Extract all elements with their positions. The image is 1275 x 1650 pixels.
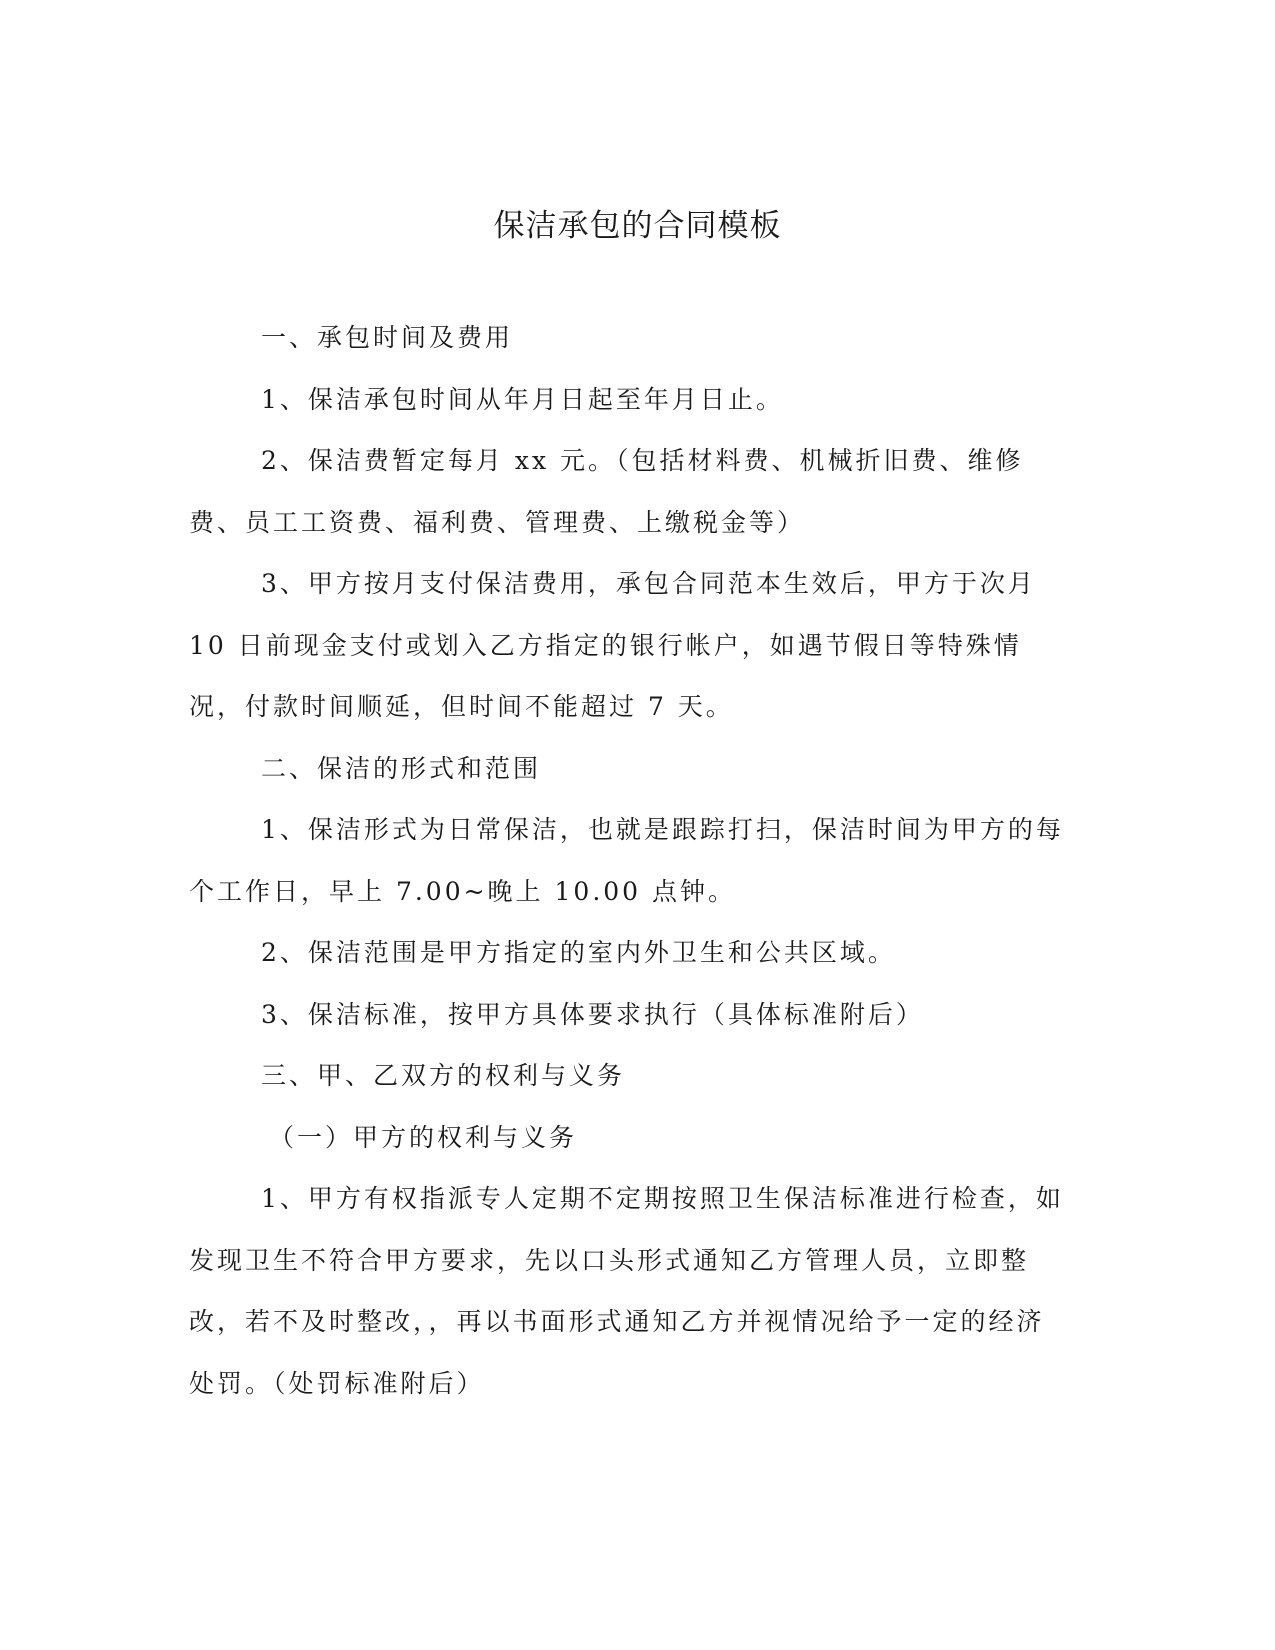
paragraph: 2、保洁范围是甲方指定的室内外卫生和公共区域。 <box>261 938 896 967</box>
paragraph: 1、保洁承包时间从年月日起至年月日止。 <box>261 384 784 414</box>
paragraph: 1、保洁形式为日常保洁，也就是跟踪打扫，保洁时间为甲方的每个工作日，早上 7.00~晚上 10.00 点钟。 <box>189 815 1064 906</box>
paragraph: 1、甲方有权指派专人定期不定期按照卫生保洁标准进行检查，如发现卫生不符合甲方要求，先以口头形式通知乙方管理人员，立即整改，若不及时整改，，再以书面形式通知乙方并视情况给予一定的经济处罚。（处罚标准附后） <box>189 1184 1064 1398</box>
subsection-heading: （一）甲方的权利与义务 <box>269 1122 578 1152</box>
paragraph: 3、甲方按月支付保洁费用，承包合同范本生效后，甲方于次月 10 日前现金支付或划入乙方指定的银行帐户，如遇节假日等特殊情况，付款时间顺延，但时间不能超过 7 天。 <box>189 569 1036 721</box>
paragraph: 2、保洁费暂定每月 xx 元。（包括材料费、机械折旧费、维修费、员工工资费、福利费、管理费、上缴税金等） <box>189 446 1024 537</box>
section-heading-1: 一、承包时间及费用 <box>261 323 514 352</box>
paragraph: 3、保洁标准，按甲方具体要求执行（具体标准附后） <box>261 999 924 1029</box>
document-body <box>189 307 1069 1414</box>
section-heading-3: 三、甲、乙双方的权利与义务 <box>261 1061 626 1090</box>
document-title: 保洁承包的合同模板 <box>493 208 782 244</box>
section-heading-2: 二、保洁的形式和范围 <box>261 753 542 783</box>
